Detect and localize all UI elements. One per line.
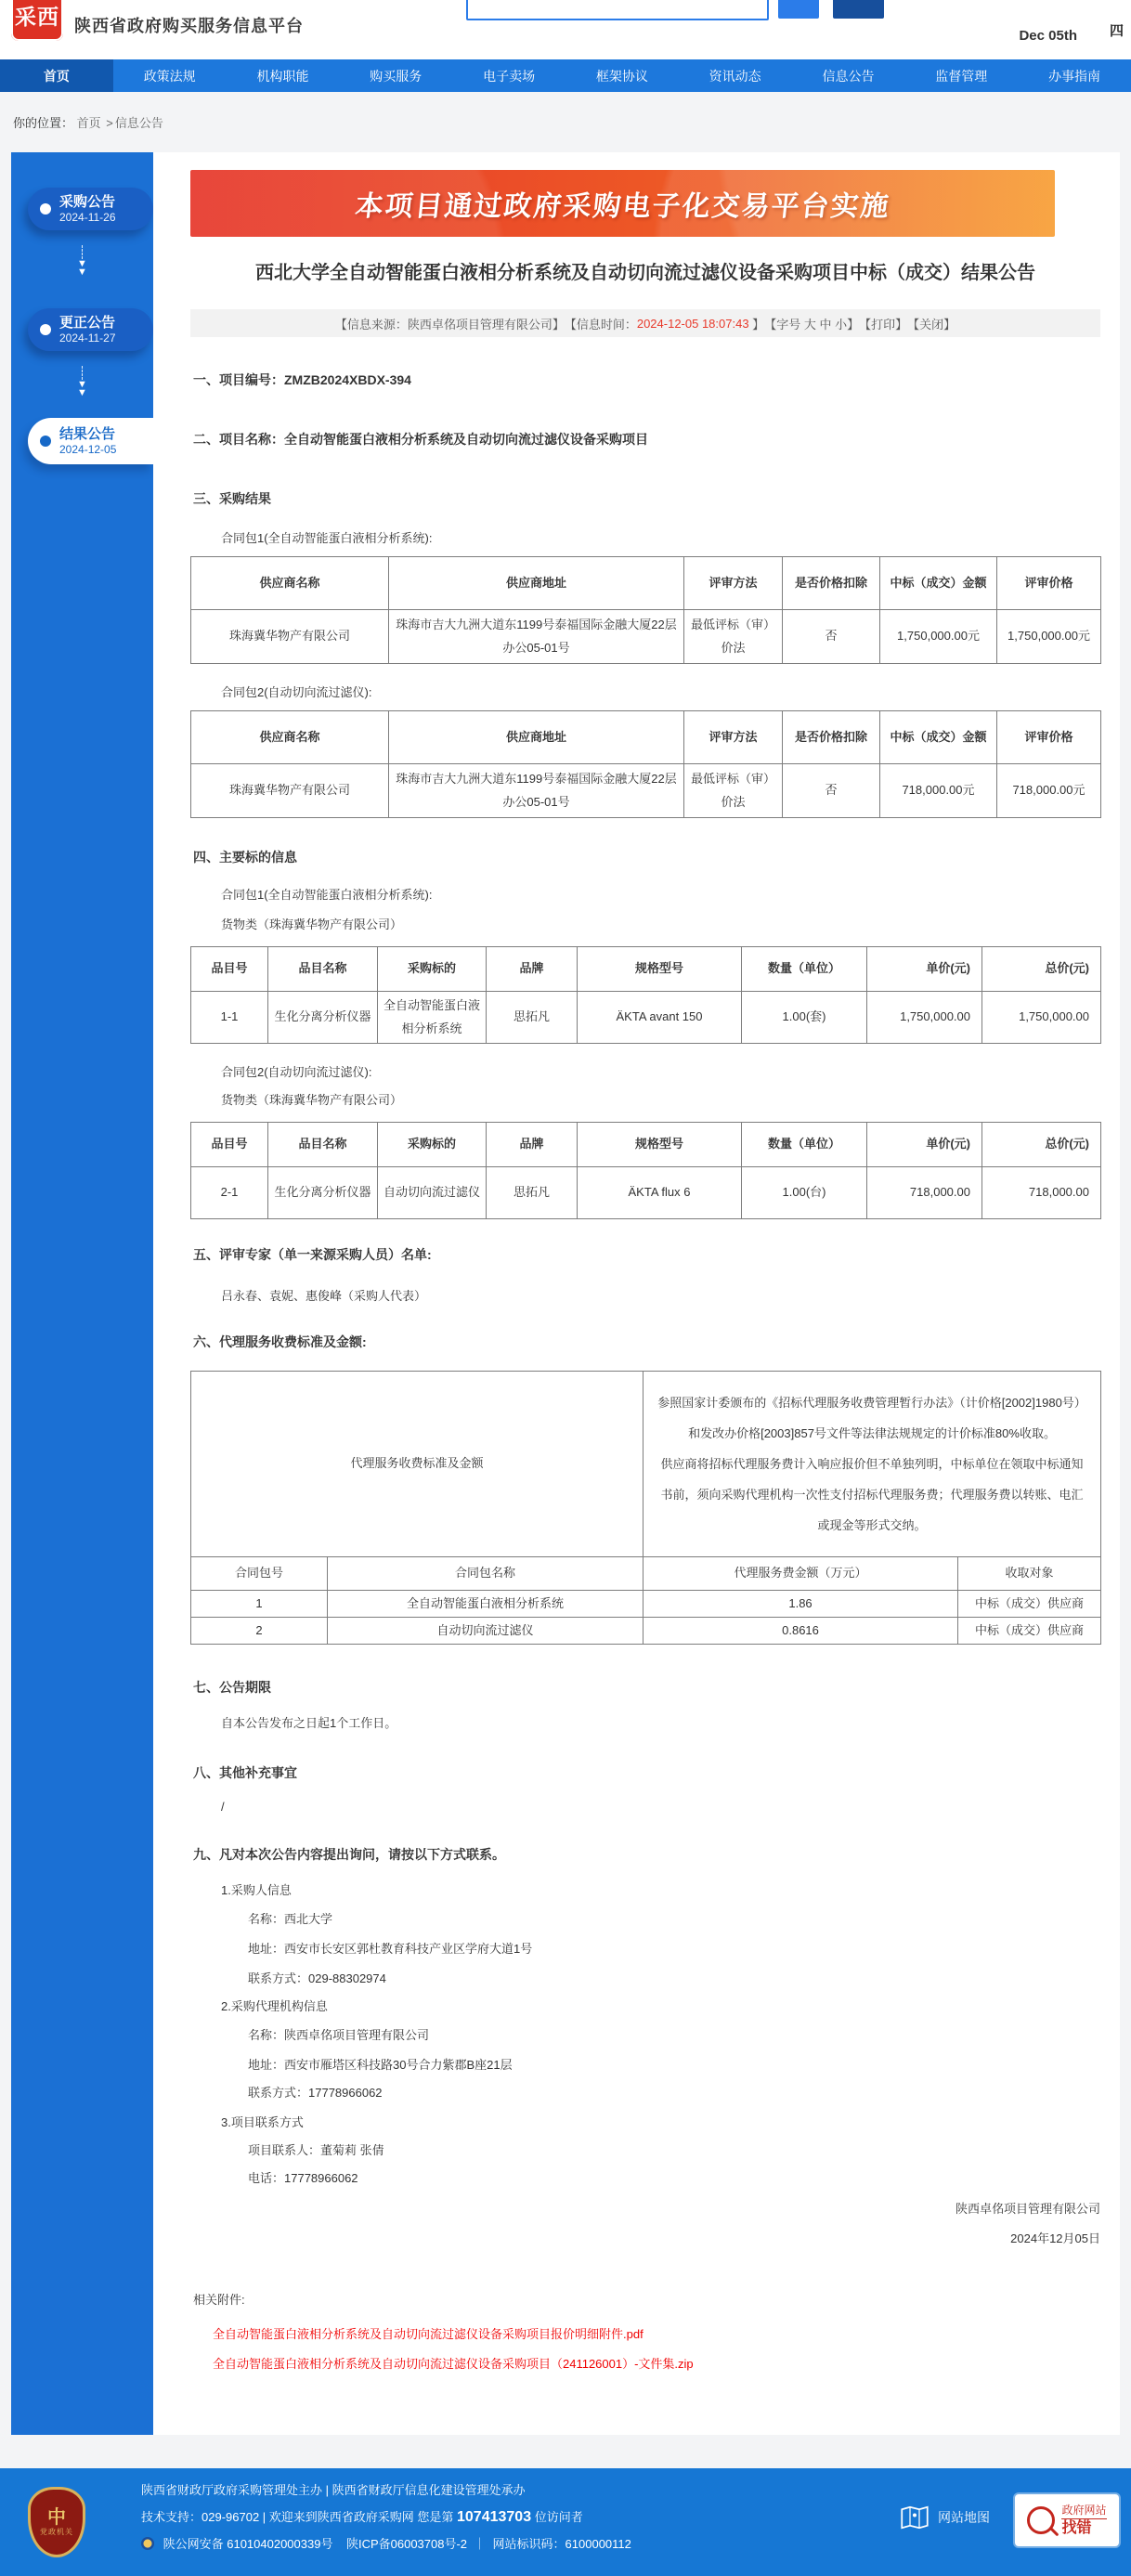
- cell-item-no: 2-1: [191, 1167, 268, 1219]
- breadcrumb-home[interactable]: 首页: [76, 116, 101, 130]
- col-header: 合同包号: [191, 1557, 328, 1591]
- nav-item-purchase-services[interactable]: 购买服务: [370, 68, 422, 84]
- project-contact-heading: 3.项目联系方式: [221, 2115, 304, 2130]
- col-header: 规格型号: [578, 947, 742, 992]
- font-size-small-button[interactable]: 小: [835, 317, 848, 332]
- fee-description-paragraph-2: 供应商将招标代理服务费计入响应报价但不单独列明，中标单位在领取中标通知书前，须向采购代理机构一次性支付招标代理服务费；代理服务费以转账、电汇或现金等形式交纳。: [660, 1457, 1084, 1532]
- col-header: 代理服务费金额（万元）: [644, 1557, 958, 1591]
- meta-source: 【信息来源：陕西卓佲项目管理有限公司】: [334, 317, 565, 332]
- nav-item-service-guide[interactable]: 办事指南: [1048, 68, 1101, 84]
- col-header: 评审价格: [997, 711, 1101, 764]
- section-2-project-name: 二、项目名称：全自动智能蛋白液相分析系统及自动切向流过滤仪设备采购项目: [193, 432, 648, 447]
- buyer-address: 地址：西安市长安区郭杜教育科技产业区学府大道1号: [248, 1942, 533, 1957]
- close-button[interactable]: 【关闭】: [907, 317, 956, 332]
- e-trading-platform-banner: [190, 170, 1055, 237]
- fee-standard-label: 代理服务收费标准及金额: [191, 1372, 644, 1557]
- table-header-row: [191, 711, 1101, 764]
- cell-award-amount: 718,000.00元: [880, 764, 997, 818]
- cell-supplier-name: 珠海冀华物产有限公司: [191, 610, 389, 664]
- meta-fontsize-suffix: 】: [847, 317, 860, 332]
- cell-fee-payer: 中标（成交）供应商: [958, 1591, 1101, 1618]
- agency-name: 名称：陕西卓佲项目管理有限公司: [248, 2028, 430, 2043]
- col-header: 总价(元): [982, 947, 1101, 992]
- package1-goods-label: 货物类（珠海冀华物产有限公司）: [221, 917, 403, 931]
- col-header: 供应商名称: [191, 711, 389, 764]
- table-header-row: [191, 1557, 1101, 1591]
- meta-time-value: 2024-12-05 18:07:43: [636, 316, 749, 331]
- col-header: 评审方法: [684, 557, 783, 610]
- col-header: 品目号: [191, 947, 268, 992]
- cell-model: ÄKTA flux 6: [578, 1167, 742, 1219]
- package2-label: 合同包2(自动切向流过滤仪):: [221, 685, 372, 699]
- col-header: 规格型号: [578, 1123, 742, 1167]
- map-icon: [901, 2505, 929, 2530]
- col-header: 是否价格扣除: [783, 557, 880, 610]
- announcement-timeline-sidebar: [11, 152, 153, 2435]
- cell-review-method: 最低评标（审）价法: [684, 610, 783, 664]
- article-title: 西北大学全自动智能蛋白液相分析系统及自动切向流过滤仪设备采购项目中标（成交）结果公告: [255, 263, 1035, 283]
- col-header: 是否价格扣除: [783, 711, 880, 764]
- cell-subject: 自动切向流过滤仪: [378, 1167, 487, 1219]
- announcement-period-body: 自本公告发布之日起1个工作日。: [221, 1716, 397, 1731]
- cell-package-no: 1: [191, 1591, 328, 1618]
- col-header: 数量（单位）: [742, 947, 867, 992]
- timeline-dot-icon: [40, 324, 51, 335]
- col-header: 数量（单位）: [742, 1123, 867, 1167]
- header-date: Dec 05th: [1019, 28, 1077, 44]
- timeline-item-correction-notice[interactable]: [28, 308, 153, 351]
- sitemap-link[interactable]: [901, 2505, 990, 2530]
- cell-supplier-address: 珠海市吉大九洲大道东1199号泰福国际金融大厦22层办公05-01号: [389, 764, 684, 818]
- main-nav: [0, 59, 1131, 92]
- cell-unit-price: 1,750,000.00: [867, 992, 982, 1044]
- cell-total-price: 1,750,000.00: [982, 992, 1101, 1044]
- table-row: [191, 992, 1101, 1044]
- footer-support-line: 技术支持：029-96702 | 欢迎来到陕西省政府采购网 您是第 107413703 位访问者: [141, 2509, 583, 2525]
- col-header: 中标（成交）金额: [880, 557, 997, 610]
- footer-record-line: [141, 2537, 631, 2552]
- footer-separator: ｜: [474, 2537, 487, 2551]
- col-header: 供应商名称: [191, 557, 389, 610]
- package2-label: 合同包2(自动切向流过滤仪):: [221, 1065, 372, 1079]
- section-1-project-number: 一、项目编号：ZMZB2024XBDX-394: [193, 372, 411, 387]
- col-header: 中标（成交）金额: [880, 711, 997, 764]
- magnifier-icon: [1027, 2506, 1055, 2534]
- site-header: [0, 0, 1131, 61]
- timeline-down-arrow-icon: ▼ ▼: [11, 245, 153, 277]
- cell-item-name: 生化分离分析仪器: [268, 1167, 378, 1219]
- font-size-large-button[interactable]: 大: [803, 317, 816, 332]
- meta-time-prefix: 【信息时间：: [564, 317, 637, 332]
- cell-item-name: 生化分离分析仪器: [268, 992, 378, 1044]
- search-input[interactable]: [466, 0, 769, 20]
- nav-item-policies[interactable]: 政策法规: [143, 68, 196, 84]
- cell-supplier-address: 珠海市吉大九洲大道东1199号泰福国际金融大厦22层办公05-01号: [389, 610, 684, 664]
- table-header-row: [191, 947, 1101, 992]
- col-header: 供应商地址: [389, 557, 684, 610]
- col-header: 品牌: [487, 947, 578, 992]
- other-matters-body: /: [221, 1800, 225, 1815]
- attachment-link-zip[interactable]: 全自动智能蛋白液相分析系统及自动切向流过滤仪设备采购项目（241126001）-文件集.zip: [213, 2357, 694, 2372]
- col-header: 采购标的: [378, 947, 487, 992]
- table-row: [191, 1618, 1101, 1645]
- meta-fontsize-prefix: 【字号: [764, 317, 801, 332]
- article-content: [153, 152, 1120, 2435]
- meta-time-suffix: 】: [748, 317, 765, 332]
- timeline-dot-icon: [40, 203, 51, 215]
- site-title: 陕西省政府购买服务信息平台: [74, 17, 304, 35]
- cell-subject: 全自动智能蛋白液相分析系统: [378, 992, 487, 1044]
- header-weekday: 四: [1109, 23, 1124, 39]
- col-header: 单价(元): [867, 1123, 982, 1167]
- font-size-medium-button[interactable]: 中: [819, 317, 832, 332]
- nav-item-news[interactable]: 资讯动态: [708, 68, 761, 84]
- timeline-item-title: 结果公告: [59, 426, 116, 442]
- search-button[interactable]: [778, 0, 819, 19]
- col-header: 总价(元): [982, 1123, 1101, 1167]
- agency-address: 地址：西安市雁塔区科技路30号合力紫郡B座21层: [248, 2058, 513, 2073]
- project-contact-phone: 电话：17778966062: [248, 2171, 358, 2186]
- package1-label: 合同包1(全自动智能蛋白液相分析系统):: [221, 531, 433, 545]
- timeline-item-title: 采购公告: [59, 194, 116, 210]
- section-7-announcement-period: 七、公告期限: [193, 1680, 271, 1696]
- section-9-contact-info: 九、凡对本次公告内容提出询问，请按以下方式联系。: [193, 1847, 505, 1863]
- fee-description-paragraph-1: 参照国家计委颁布的《招标代理服务收费管理暂行办法》（计价格[2002]1980号）和发改办价格[2003]857号文件等法律法规规定的计价标准80%收取。: [657, 1396, 1086, 1440]
- timeline-item-title: 更正公告: [59, 315, 116, 331]
- cell-unit-price: 718,000.00: [867, 1167, 982, 1219]
- cell-price-deduction: 否: [783, 764, 880, 818]
- visitor-count: 107413703: [457, 2509, 532, 2525]
- breadcrumb-current[interactable]: 信息公告: [114, 116, 163, 130]
- fee-standard-description: [644, 1372, 1101, 1557]
- timeline-down-arrow-icon: ▼ ▼: [11, 366, 153, 397]
- col-header: 品牌: [487, 1123, 578, 1167]
- error-badge-line2: 找错: [1061, 2518, 1106, 2537]
- package2-goods-label: 货物类（珠海冀华物产有限公司）: [221, 1093, 403, 1107]
- item-table-package1: [190, 946, 1101, 1044]
- nav-item-framework-agreements[interactable]: 框架协议: [595, 68, 648, 84]
- footer-text-block: [141, 2483, 631, 2552]
- section-4-main-subject-info: 四、主要标的信息: [193, 850, 297, 865]
- cell-fee-payer: 中标（成交）供应商: [958, 1618, 1101, 1645]
- cell-fee-amount: 0.8616: [644, 1618, 958, 1645]
- cell-brand: 思拓凡: [487, 992, 578, 1044]
- buyer-phone: 联系方式：029-88302974: [248, 1971, 386, 1986]
- nav-item-supervision[interactable]: 监督管理: [935, 68, 988, 84]
- col-header: 采购标的: [378, 1123, 487, 1167]
- site-footer: [0, 2468, 1131, 2576]
- cell-review-price: 1,750,000.00元: [997, 610, 1101, 664]
- table-row: [191, 1167, 1101, 1219]
- col-header: 品目号: [191, 1123, 268, 1167]
- section-6-agency-fee: 六、代理服务收费标准及金额:: [193, 1334, 367, 1349]
- package1-label: 合同包1(全自动智能蛋白液相分析系统):: [221, 888, 433, 902]
- timeline-item-date: 2024-11-27: [59, 332, 116, 345]
- banner-text: 本项目通过政府采购电子化交易平台实施: [353, 191, 891, 222]
- cell-review-method: 最低评标（审）价法: [684, 764, 783, 818]
- error-badge-line1: 政府网站: [1061, 2504, 1107, 2517]
- section-5-experts: 五、评审专家（单一来源采购人员）名单:: [193, 1247, 432, 1262]
- article-meta-bar: [190, 309, 1100, 337]
- emblem-label: 党政机关: [40, 2528, 73, 2536]
- col-header: 评审价格: [997, 557, 1101, 610]
- cell-package-name: 自动切向流过滤仪: [328, 1618, 644, 1645]
- col-header: 供应商地址: [389, 711, 684, 764]
- signature-company: 陕西卓佲项目管理有限公司: [955, 2202, 1100, 2217]
- gov-site-error-report-badge[interactable]: [1015, 2494, 1119, 2546]
- nav-item-announcements[interactable]: 信息公告: [822, 68, 875, 84]
- cell-award-amount: 1,750,000.00元: [880, 610, 997, 664]
- section-8-other-matters: 八、其他补充事宜: [193, 1765, 297, 1781]
- table-header-row: [191, 557, 1101, 610]
- supplier-table-package1: [190, 556, 1101, 664]
- breadcrumb-separator: >: [106, 116, 113, 130]
- signature-date: 2024年12月05日: [1010, 2231, 1100, 2246]
- cell-quantity: 1.00(台): [742, 1167, 867, 1219]
- attachment-link-pdf[interactable]: 全自动智能蛋白液相分析系统及自动切向流过滤仪设备采购项目报价明细附件.pdf: [213, 2327, 644, 2342]
- fee-description-row: [191, 1372, 1101, 1557]
- site-logo[interactable]: [11, 0, 63, 41]
- timeline-item-procurement-notice[interactable]: [28, 188, 153, 230]
- breadcrumb-prefix: 你的位置：: [13, 116, 74, 130]
- cell-quantity: 1.00(套): [742, 992, 867, 1044]
- cell-fee-amount: 1.86: [644, 1591, 958, 1618]
- agency-fee-table: [190, 1371, 1101, 1645]
- cell-model: ÄKTA avant 150: [578, 992, 742, 1044]
- cell-total-price: 718,000.00: [982, 1167, 1101, 1219]
- footer-organizer-line: 陕西省财政厅政府采购管理处主办 | 陕西省财政厅信息化建设管理处承办: [141, 2483, 526, 2497]
- col-header: 单价(元): [867, 947, 982, 992]
- nav-item-functions[interactable]: 机构职能: [256, 68, 309, 84]
- buyer-info-heading: 1.采购人信息: [221, 1883, 292, 1898]
- attachments-heading: 相关附件:: [193, 2293, 245, 2308]
- breadcrumb: [13, 113, 163, 131]
- cell-package-name: 全自动智能蛋白液相分析系统: [328, 1591, 644, 1618]
- table-row: [191, 610, 1101, 664]
- col-header: 评审方法: [684, 711, 783, 764]
- site-logo-text: 采西: [15, 4, 59, 29]
- expert-names: 吕永春、袁妮、惠俊峰（采购人代表）: [221, 1289, 427, 1303]
- section-3-procurement-result: 三、采购结果: [193, 491, 271, 506]
- table-row: [191, 1591, 1101, 1618]
- timeline-item-result-notice[interactable]: [28, 418, 153, 464]
- cell-supplier-name: 珠海冀华物产有限公司: [191, 764, 389, 818]
- item-table-package2: [190, 1122, 1101, 1219]
- agency-info-heading: 2.采购代理机构信息: [221, 1999, 328, 2014]
- table-row: [191, 764, 1101, 818]
- supplier-table-package2: [190, 710, 1101, 818]
- col-header: 品目名称: [268, 947, 378, 992]
- party-government-emblem-icon: 中 党政机关: [28, 2487, 85, 2557]
- cell-item-no: 1-1: [191, 992, 268, 1044]
- col-header: 收取对象: [958, 1557, 1101, 1591]
- police-badge-icon: [141, 2537, 154, 2550]
- timeline-item-date: 2024-12-05: [59, 443, 117, 456]
- cell-package-no: 2: [191, 1618, 328, 1645]
- sitemap-label: 网站地图: [938, 2510, 990, 2525]
- timeline-item-date: 2024-11-26: [59, 211, 116, 224]
- search-all-button[interactable]: [833, 0, 884, 19]
- agency-phone: 联系方式：17778966062: [248, 2086, 383, 2101]
- print-button[interactable]: 【打印】: [859, 317, 908, 332]
- buyer-name: 名称：西北大学: [248, 1912, 333, 1927]
- timeline-dot-icon: [40, 436, 51, 447]
- cell-review-price: 718,000.00元: [997, 764, 1101, 818]
- project-contact-person: 项目联系人：董菊莉 张倩: [248, 2143, 384, 2158]
- nav-item-e-marketplace[interactable]: 电子卖场: [483, 68, 536, 84]
- col-header: 合同包名称: [328, 1557, 644, 1591]
- col-header: 品目名称: [268, 1123, 378, 1167]
- icp-record-link[interactable]: 陕ICP备06003708号-2: [345, 2537, 468, 2551]
- cell-brand: 思拓凡: [487, 1167, 578, 1219]
- table-header-row: [191, 1123, 1101, 1167]
- nav-item-home[interactable]: 首页: [0, 59, 113, 92]
- cell-price-deduction: 否: [783, 610, 880, 664]
- security-record-link[interactable]: 陕公网安备 61010402000339号: [162, 2537, 333, 2551]
- site-code: 网站标识码：6100000112: [492, 2537, 631, 2551]
